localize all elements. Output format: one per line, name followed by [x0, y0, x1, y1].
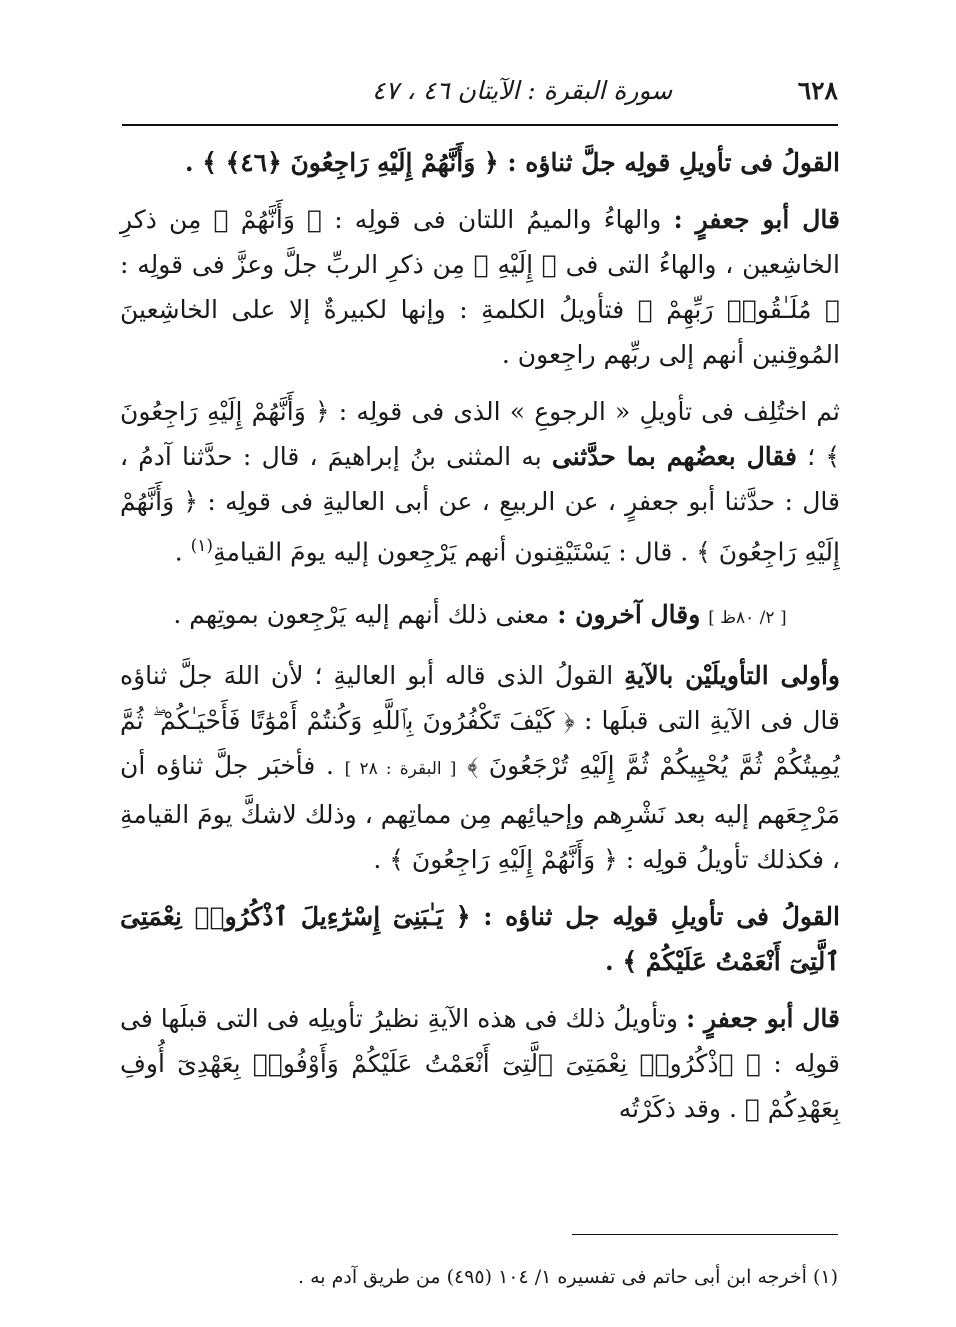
paragraph-5-text: وتأويلُ ذلك فى هذه الآيةِ نظيرُ تأويلِه فى التى قبلَها فى قولِه : ﴿ ٱذْكُرُوا۟ نِعْمَتِىَ ٱلَّتِىٓ أَنْعَمْتُ عَلَيْكُمْ وَأَوْفُوا۟ بِعَهْدِىٓ أُوفِ بِعَهْدِكُمْ ﴾ . وقد ذكَرْتُه: [120, 1004, 840, 1124]
paragraph-1-text: والهاءُ والميمُ اللتان فى قولِه : ﴿ وَأَنَّهُمْ ﴾ مِن ذكرِ الخاشِعين ، والهاءُ التى فى ﴿ إِلَيْهِ ﴾ مِن ذكرِ الربِّ جلَّ وعزَّ فى قولِه : ﴿ مُلَـٰقُوا۟ رَبِّهِمْ ﴾ فتأويلُ الكلمةِ : وإنها لكبيرةٌ إلا على الخاشِعينَ المُوقِنين أنهم إلى ربِّهم راجِعون .: [120, 205, 840, 369]
running-title: سورة البقرة : الآيتان ٤٦ ، ٤٧: [372, 75, 673, 105]
paragraph-1-lead: قال أبو جعفرٍ :: [673, 205, 840, 234]
paragraph-2-end: .: [174, 537, 191, 567]
paragraph-3-text: معنى ذلك أنهم إليه يَرْجِعون بموتِهم .: [173, 600, 550, 630]
page-header: [122, 62, 838, 118]
paragraph-4-text-1: القولُ الذى قاله أبو العاليةِ ؛ لأن اللهَ جلَّ ثناؤه قال فى الآيةِ التى قبلَها : ﴿ كَيْفَ تَكْفُرُونَ بِٱللَّهِ وَكُنتُمْ أَمْوَٰتًا فَأَحْيَـٰكُمْ ۖ ثُمَّ يُمِيتُكُمْ ثُمَّ يُحْيِيكُمْ ثُمَّ إِلَيْهِ تُرْجَعُونَ ﴾: [120, 661, 840, 781]
paragraph-2-text-2: به المثنى بنُ إبراهيمَ ، قال : حدَّثنا آدمُ ، قال : حدَّثنا أبو جعفرٍ ، عن الربيعِ ، عن أبى العاليةِ فى قولِه : ﴿ وَأَنَّهُمْ إِلَيْهِ رَاجِعُونَ ﴾ . قال : يَسْتَيْقِنون أنهم يَرْجِعون إليه يومَ القيامةِ: [120, 442, 840, 567]
paragraph-5: [120, 996, 840, 1131]
paragraph-3: [120, 592, 840, 641]
header-rule: [122, 124, 838, 126]
paragraph-2-text-1: ثم اختُلِف فى تأويلِ « الرجوعِ » الذى فى قولِه : ﴿ وَأَنَّهُمْ إِلَيْهِ رَاجِعُونَ ﴾ ؛: [120, 397, 841, 471]
page-body: [120, 140, 840, 1143]
footnote-1: (١) أخرجه ابن أبى حاتم فى تفسيره ١/ ١٠٤ (٤٩٥) من طريق آدم به .: [298, 1266, 838, 1288]
paragraph-2-lead: فقال بعضُهم بما حدَّثنى: [551, 442, 797, 471]
paragraph-2: [120, 389, 840, 574]
footnote-reference[interactable]: (١): [190, 536, 214, 556]
page-number: ٦٢٨: [797, 75, 838, 105]
paragraph-4: [120, 653, 840, 882]
paragraph-4-lead: وأولى التأويلَيْن بالآيةِ: [624, 661, 840, 691]
footnote-rule: [572, 1234, 838, 1235]
verse-reference: [ البقرة : ٢٨ ]: [344, 759, 457, 780]
paragraph-4-text-2: . فأخبَر جلَّ ثناؤه أن مَرْجِعَهم إليه بعد نَشْرِهم وإحيائِهم مِن مماتِهم ، وذلك لاشكَّ يومَ القيامةِ ، فكذلك تأويلُ قولِه : ﴿ وَأَنَّهُمْ إِلَيْهِ رَاجِعُونَ ﴾ .: [120, 751, 840, 875]
section-heading-1: القولُ فى تأويلِ قولِه جلَّ ثناؤه : ﴿ وَأَنَّهُمْ إِلَيْهِ رَاجِعُونَ ﴿٤٦﴾ ﴾ .: [184, 148, 840, 177]
section-heading-2: القولُ فى تأويلِ قولِه جل ثناؤه : ﴿ يَـٰبَنِىٓ إِسْرَٰٓءِيلَ ٱذْكُرُوا۟ نِعْمَتِىَ ٱلَّتِىٓ أَنْعَمْتُ عَلَيْكُمْ ﴾ .: [120, 902, 840, 977]
paragraph-3-lead: وقال آخرون :: [557, 600, 701, 630]
paragraph-5-lead: قال أبو جعفرٍ :: [685, 1004, 840, 1034]
manuscript-marker: [ ٢/ ٨٠ظ ]: [708, 608, 787, 629]
paragraph-1: [120, 197, 840, 377]
